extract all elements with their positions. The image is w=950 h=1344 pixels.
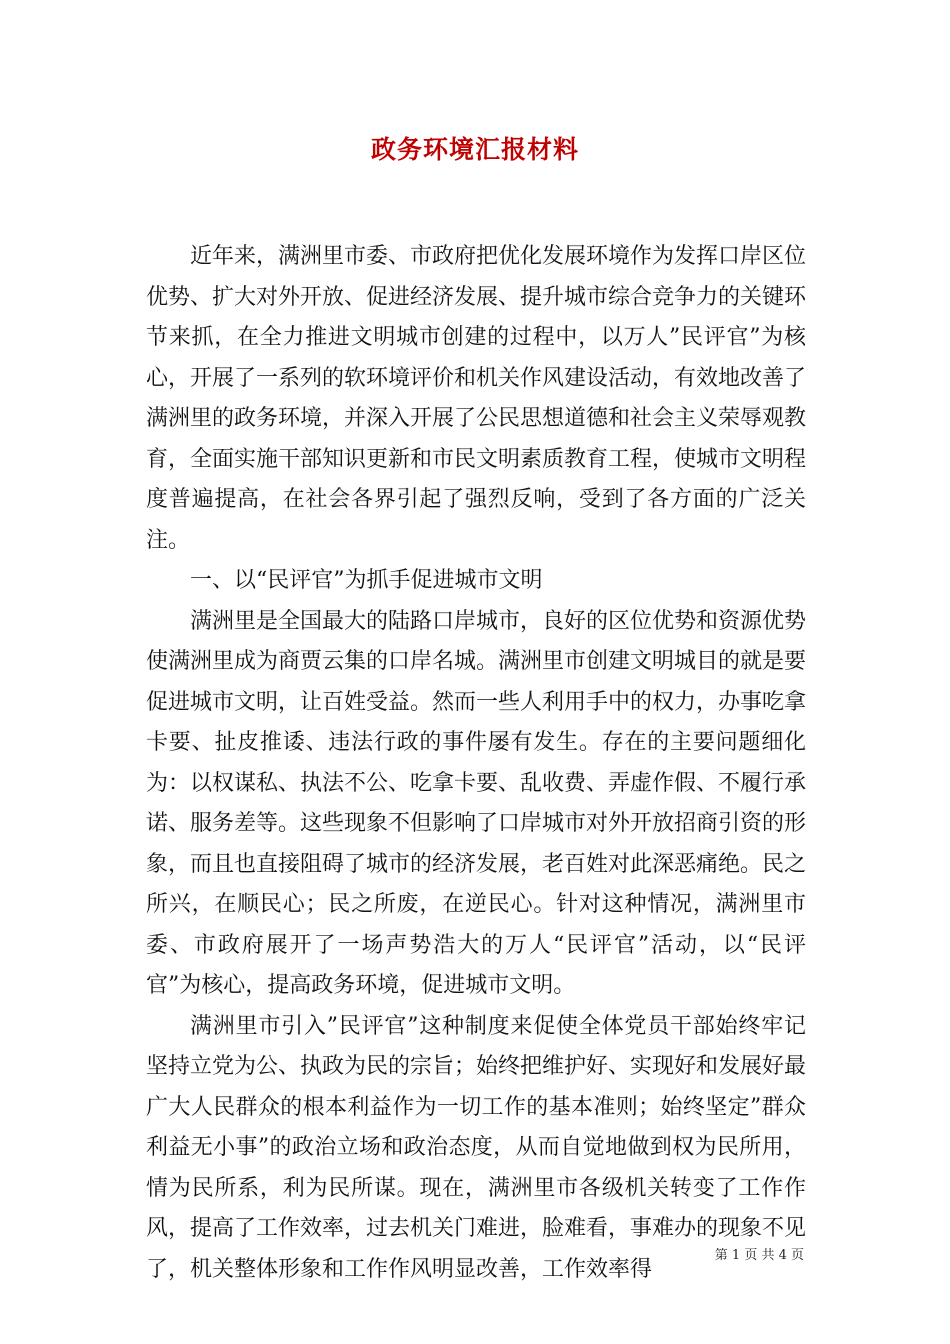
paragraph-section-2: 满洲里市引入”民评官”这种制度来促使全体党员干部始终牢记坚持立党为公、执政为民的宗旨；始终把维护好、实现好和发展好最广大人民群众的根本利益作为一切工作的基本准则；始终坚定”群众利益无小事”的政治立场和政治态度，从而自觉地做到权为民所用，情为民所系，利为民所谋。现在，满洲里市各级机关转变了工作作风，提高了工作效率，过去机关门难进，脸难看，事难办的现象不见了，机关整体形象和工作作风明显改善，工作效率得 [146,1013,807,1282]
paragraph-intro: 近年来，满洲里市委、市政府把优化发展环境作为发挥口岸区位优势、扩大对外开放、促进经济发展、提升城市综合竞争力的关键环节来抓，在全力推进文明城市创建的过程中，以万人”民评官”为核心，开展了一系列的软环境评价和机关作风建设活动，有效地改善了满洲里的政务环境，并深入开展了公民思想道德和社会主义荣辱观教育，全面实施干部知识更新和市民文明素质教育工程，使城市文明程度普遍提高，在社会各界引起了强烈反响，受到了各方面的广泛关注。 [146,244,807,553]
section-heading: 一、以“民评官”为抓手促进城市文明 [190,568,543,593]
page-number: 第 1 页 共 4 页 [714,1248,804,1263]
document-title: 政务环境汇报材料 [370,135,579,164]
document-body [146,237,806,1290]
paragraph-section-1: 满洲里是全国最大的陆路口岸城市，良好的区位优势和资源优势使满洲里成为商贾云集的口岸名城。满洲里市创建文明城目的就是要促进城市文明，让百姓受益。然而一些人利用手中的权力，办事吃拿卡要、扯皮推诿、违法行政的事件屡有发生。存在的主要问题细化为：以权谋私、执法不公、吃拿卡要、乱收费、弄虚作假、不履行承诺、服务差等。这些现象不但影响了口岸城市对外开放招商引资的形象，而且也直接阻碍了城市的经济发展，老百姓对此深恶痛绝。民之所兴，在顺民心；民之所废，在逆民心。针对这种情况，满洲里市委、市政府展开了一场声势浩大的万人“民评官”活动，以“民评官”为核心，提高政务环境，促进城市文明。 [146,608,807,998]
